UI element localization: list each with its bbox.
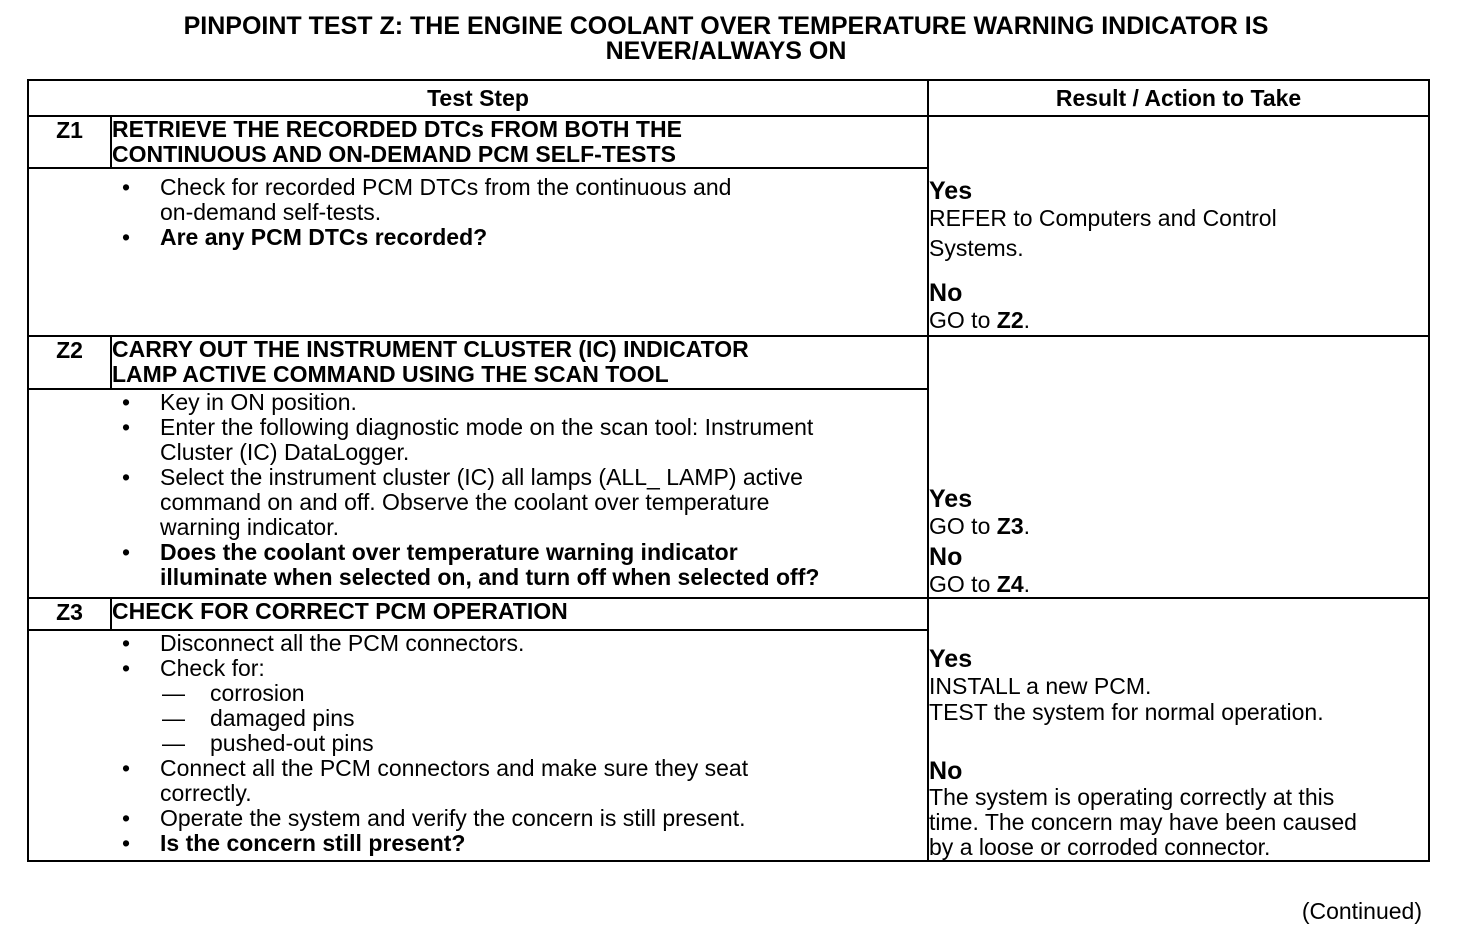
no-action: time. The concern may have been caused	[929, 809, 1357, 835]
step-heading-line: LAMP ACTIVE COMMAND USING THE SCAN TOOL	[112, 361, 669, 387]
list-item	[29, 656, 927, 681]
bullet-icon: •	[122, 805, 131, 832]
bullet-text: Disconnect all the PCM connectors.	[160, 630, 525, 657]
step-heading-line: CHECK FOR CORRECT PCM OPERATION	[112, 598, 568, 624]
no-action-text: GO to	[929, 307, 997, 333]
dash-icon: —	[162, 705, 185, 732]
step-heading	[111, 336, 928, 389]
step-id: Z2	[28, 336, 111, 389]
bullet-icon: •	[122, 830, 131, 857]
no-action: by a loose or corroded connector.	[929, 834, 1271, 860]
bullet-question: Does the coolant over temperature warning indicator	[160, 539, 738, 566]
pinpoint-test-table	[27, 79, 1430, 862]
no-action-tail: .	[1023, 307, 1030, 333]
bullet-text: Select the instrument cluster (IC) all lamps (ALL_ LAMP) active	[160, 464, 803, 491]
list-item	[29, 706, 927, 731]
header-result: Result / Action to Take	[928, 80, 1429, 116]
yes-action: Systems.	[929, 235, 1024, 261]
step-heading	[111, 116, 928, 168]
step-body	[28, 389, 928, 598]
step-z1-result	[928, 116, 1429, 336]
yes-label: Yes	[929, 177, 973, 205]
continued-label: (Continued)	[1301, 898, 1422, 924]
list-item	[29, 465, 927, 540]
step-heading-line: CONTINUOUS AND ON-DEMAND PCM SELF-TESTS	[112, 141, 676, 167]
bullet-icon: •	[122, 464, 131, 491]
bullet-text: command on and off. Observe the coolant over temperature	[160, 489, 770, 516]
bullet-icon: •	[122, 224, 131, 250]
yes-label: Yes	[929, 645, 973, 673]
no-action-text: GO to	[929, 571, 997, 597]
dash-icon: —	[162, 680, 185, 707]
list-item	[29, 390, 927, 415]
bullet-text: on-demand self-tests.	[160, 199, 382, 225]
yes-action-tail: .	[1023, 513, 1030, 539]
bullet-text: Check for:	[160, 655, 265, 682]
step-z2-heading-row	[28, 336, 1429, 389]
step-heading	[111, 598, 928, 630]
bullet-icon: •	[122, 389, 131, 416]
dash-icon: —	[162, 730, 185, 757]
bullet-icon: •	[122, 174, 131, 200]
step-reference: Z2	[996, 307, 1024, 333]
step-heading-line: RETRIEVE THE RECORDED DTCs FROM BOTH THE	[112, 116, 682, 142]
table-header-row	[28, 80, 1429, 116]
bullet-text: Key in ON position.	[160, 389, 357, 416]
bullet-text: warning indicator.	[160, 514, 339, 541]
step-reference: Z3	[996, 513, 1024, 539]
list-item	[29, 806, 927, 831]
no-label: No	[929, 279, 963, 307]
no-label: No	[929, 757, 963, 785]
bullet-text: Operate the system and verify the concern is still present.	[160, 805, 746, 832]
no-action	[929, 307, 1428, 333]
yes-action: TEST the system for normal operation.	[929, 699, 1324, 725]
yes-action	[929, 513, 1428, 539]
list-item	[29, 631, 927, 656]
step-id: Z1	[28, 116, 111, 168]
title-line-1: PINPOINT TEST Z: THE ENGINE COOLANT OVER TEMPERATURE WARNING INDICATOR IS	[183, 12, 1269, 40]
step-heading-line: CARRY OUT THE INSTRUMENT CLUSTER (IC) INDICATOR	[112, 336, 749, 362]
bullet-question: Are any PCM DTCs recorded?	[160, 224, 488, 250]
bullet-text: Enter the following diagnostic mode on the scan tool: Instrument	[160, 414, 814, 441]
list-item	[29, 415, 927, 465]
step-reference: Z4	[996, 571, 1024, 597]
bullet-text: correctly.	[160, 780, 252, 807]
step-z3-result	[928, 598, 1429, 861]
no-label: No	[929, 543, 963, 571]
dash-text: corrosion	[210, 680, 305, 707]
bullet-icon: •	[122, 414, 131, 441]
step-body	[28, 630, 928, 861]
list-item	[29, 831, 927, 856]
bullet-text: Cluster (IC) DataLogger.	[160, 439, 410, 466]
dash-text: damaged pins	[210, 705, 355, 732]
page-title	[0, 14, 1452, 64]
yes-action-text: GO to	[929, 513, 997, 539]
bullet-icon: •	[122, 655, 131, 682]
bullet-text: Check for recorded PCM DTCs from the continuous and	[160, 174, 732, 200]
step-id: Z3	[28, 598, 111, 630]
yes-label: Yes	[929, 485, 973, 513]
step-z3-heading-row	[28, 598, 1429, 630]
step-z1-heading-row	[28, 116, 1429, 168]
list-item	[29, 175, 927, 225]
bullet-question: illuminate when selected on, and turn off when selected off?	[160, 564, 820, 591]
no-action	[929, 571, 1428, 597]
list-item	[29, 681, 927, 706]
list-item	[29, 756, 927, 806]
list-item	[29, 225, 927, 250]
bullet-text: Connect all the PCM connectors and make sure they seat	[160, 755, 749, 782]
no-action: The system is operating correctly at this	[929, 784, 1335, 810]
header-test-step: Test Step	[28, 80, 928, 116]
list-item	[29, 540, 927, 590]
step-body	[28, 168, 928, 336]
bullet-icon: •	[122, 630, 131, 657]
bullet-icon: •	[122, 539, 131, 566]
title-line-2: NEVER/ALWAYS ON	[605, 37, 847, 65]
list-item	[29, 731, 927, 756]
bullet-question: Is the concern still present?	[160, 830, 466, 857]
dash-text: pushed-out pins	[210, 730, 374, 757]
yes-action: INSTALL a new PCM.	[929, 673, 1152, 699]
step-z2-result	[928, 336, 1429, 598]
yes-action: REFER to Computers and Control	[929, 205, 1277, 231]
bullet-icon: •	[122, 755, 131, 782]
no-action-tail: .	[1023, 571, 1030, 597]
